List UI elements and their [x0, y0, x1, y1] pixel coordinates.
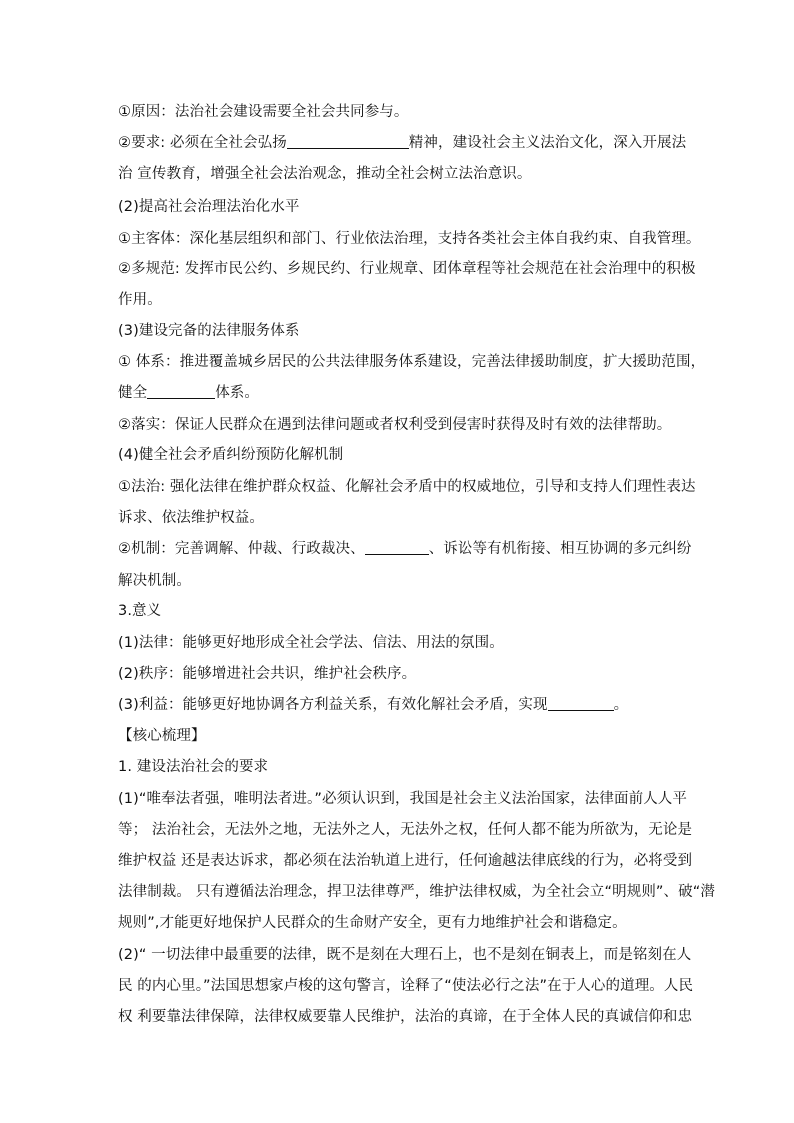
fill-blank[interactable]: [548, 696, 614, 711]
text-line: ①原因：法治社会建设需要全社会共同参与。: [118, 104, 409, 120]
text-line: (2)“ 一切法律中最重要的法律，既不是刻在大理石上，也不是刻在铜表上，而是铭刻在人: [118, 947, 692, 963]
text-line: 解决机制。: [118, 573, 191, 589]
section-heading: (3)建设完备的法律服务体系: [118, 323, 300, 339]
text-line: 等； 法治社会，无法外之地，无法外之人，无法外之权，任何人都不能为所欲为，无论是: [118, 822, 693, 838]
text-line: 治 宣传教育，增强全社会法治观念，推动全社会树立法治意识。: [118, 166, 532, 182]
section-heading: 3.意义: [118, 603, 162, 619]
text-segment: 。: [613, 697, 629, 713]
text-segment: 体系。: [215, 385, 260, 401]
text-line: 法律制裁。 只有遵循法治理念，捍卫法律尊严，维护法律权威，为全社会立“明规则”、破“潜: [118, 884, 715, 900]
text-line: [118, 695, 628, 715]
text-line: ①主客体：深化基层组织和部门、行业依法治理，支持各类社会主体自我约束、自我管理。: [118, 231, 701, 247]
section-heading: 【核心梳理】: [118, 728, 206, 744]
section-heading: (4)健全社会矛盾纠纷预防化解机制: [118, 447, 344, 463]
text-segment: 精神，建设社会主义法治文化，深入开展法: [408, 135, 687, 151]
text-line: ① 体系：推进覆盖城乡居民的公共法律服务体系建设，完善法律援助制度，扩大援助范围，: [118, 354, 706, 370]
text-line: 诉求、依法维护权益。: [118, 510, 264, 526]
text-line: [118, 383, 259, 403]
fill-blank[interactable]: [287, 134, 409, 149]
text-segment: ②要求: 必须在全社会弘扬: [118, 135, 287, 151]
fill-blank[interactable]: [365, 540, 429, 555]
text-line: 民 的内心里。”法国思想家卢梭的这句警言，诠释了“使法必行之法”在于人心的道理。人民: [118, 978, 694, 994]
text-line: (2)秩序：能够增进社会共识，维护社会秩序。: [118, 666, 417, 682]
text-line: (1)“唯奉法者强，唯明法者进。”必须认识到，我国是社会主义法治国家，法律面前人人平: [118, 791, 688, 807]
text-segment: ②机制：完善调解、仲裁、行政裁决、: [118, 541, 365, 557]
text-line: ①法治: 强化法律在维护群众权益、化解社会矛盾中的权威地位，引导和支持人们理性表达: [118, 479, 696, 495]
text-line: (1)法律：能够更好地形成全社会学法、信法、用法的氛围。: [118, 635, 504, 651]
text-line: [118, 539, 692, 559]
text-line: 作用。: [118, 292, 162, 308]
fill-blank[interactable]: [147, 384, 215, 399]
text-segment: 、诉讼等有机衔接、相互协调的多元纠纷: [428, 541, 692, 557]
text-segment: (3)利益：能够更好地协调各方利益关系，有效化解社会矛盾，实现: [118, 697, 548, 713]
text-line: ②多规范: 发挥市民公约、乡规民约、行业规章、团体章程等社会规范在社会治理中的积极: [118, 261, 696, 277]
section-heading: 1. 建设法治社会的要求: [118, 759, 269, 775]
text-line: ②落实：保证人民群众在遇到法律问题或者权利受到侵害时获得及时有效的法律帮助。: [118, 417, 672, 433]
text-line: 规则”,才能更好地保护人民群众的生命财产安全，更有力地维护社会和谐稳定。: [118, 915, 627, 931]
text-line: 维护权益 还是表达诉求，都必须在法治轨道上进行，任何逾越法律底线的行为，必将受到: [118, 853, 693, 869]
text-line: [118, 133, 686, 153]
text-line: 权 利要靠法律保障，法律权威要靠人民维护，法治的真谛，在于全体人民的真诚信仰和忠: [118, 1009, 693, 1025]
text-segment: 健全: [118, 385, 148, 401]
section-heading: (2)提高社会治理法治化水平: [118, 199, 300, 215]
